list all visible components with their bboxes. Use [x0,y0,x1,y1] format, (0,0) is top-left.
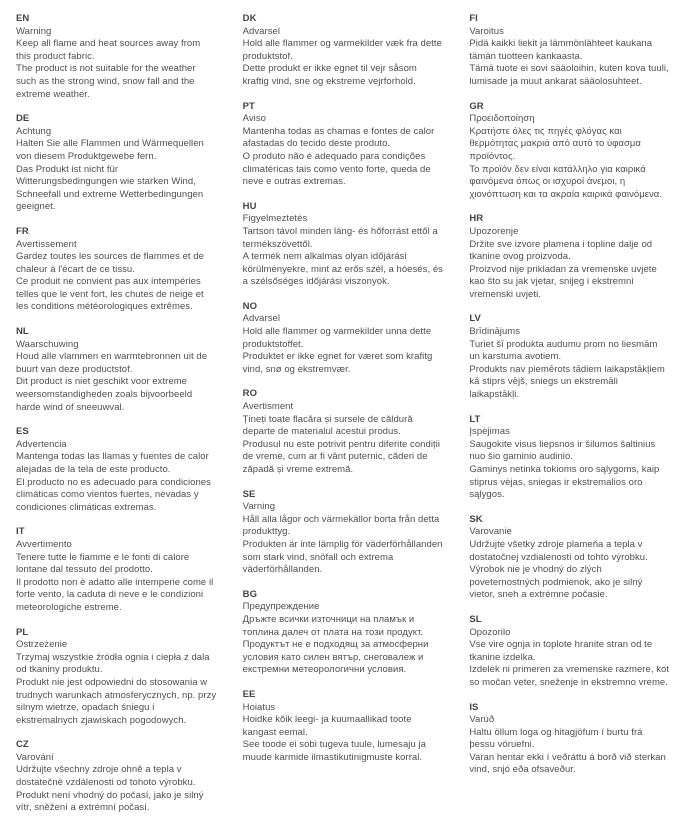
language-code: FI [469,13,478,24]
warning-title: Varování [16,751,54,763]
warning-paragraph: Produsul nu este potrivit pentru diferite condiții de vreme, cum ar fi vânt puternic, căderi de zăpadă și vreme extremă. [242,438,441,475]
column-3 [469,13,670,827]
warning-paragraph: Håll alla lågor och värmekällor borta från detta produkttyg. [242,513,440,538]
warning-paragraph: Dit product is niet geschikt voor extreme weersomstandigheden zoals bijvoorbeeld harde wind of sneeuwval. [16,376,193,413]
warning-paragraph: Saugokite visus liepsnos ir šilumos šaltinius nuo šio gaminio audinio. [469,438,656,463]
warning-title: Opozorilo [469,626,511,638]
warning-paragraph: Produkt nie jest odpowiedni do stosowania w trudnych warunkach atmosferycznych, np. przy silnym wietrze, opadach śniegu i ekstremalnych zjawiskach pogodowych. [16,676,217,726]
language-section [16,113,217,214]
warning-title: Ostrzeżenie [16,639,68,651]
language-code: DE [16,113,30,125]
warning-paragraph: Haltu öllum loga og hitagjöfum í burtu frá þessu vöruefni. [469,726,643,751]
language-section [243,489,444,577]
warning-title: Advarsel [242,313,281,325]
language-section [243,689,444,765]
language-code: SL [469,613,482,625]
warning-title: Brīdinājums [469,326,521,338]
warning-paragraph: Turiet šī produkta audumu prom no liesmām un karstuma avotiem. [469,338,658,363]
column-1 [16,13,217,827]
warning-paragraph: Izdelek ni primeren za vremenske razmere, kot so močan veter, sneženje in ekstremno vreme. [469,664,670,688]
language-code: PL [16,626,29,638]
language-section [469,514,670,602]
warning-paragraph: Mantenga todas las llamas y fuentes de calor alejadas de la tela de este producto. [16,451,209,475]
warning-paragraph: O produto não é adequado para condições climatéricas tais como vento forte, queda de neve e outras extremas. [242,150,431,188]
warning-paragraph: El producto no es adecuado para condiciones climáticas como vientos fuertes, nevadas y condiciones climáticas extremas. [16,476,211,513]
warning-paragraph: Țineți toate flacăra și sursele de căldură departe de materialul acestui produs. [242,413,413,438]
language-section [16,739,217,815]
language-section [16,13,217,101]
warning-title: Figyelmeztetés [242,213,308,225]
warning-paragraph: Ce produit ne convient pas aux intempéries telles que le vent fort, les chutes de neige et les conditions météorologiques extrêmes. [16,276,204,313]
language-section [243,589,444,677]
warning-title: Varovanie [469,526,512,538]
language-code: SE [242,488,256,500]
warning-paragraph: Trzymaj wszystkie źródła ognia i ciepła z dala od tkaniny produktu. [16,651,210,676]
language-code: FR [16,225,29,237]
warning-title: Warning [16,25,52,37]
language-section [16,426,217,514]
column-2 [243,13,444,827]
language-section [243,301,444,377]
warning-title: Προειδοποίηση [469,113,535,125]
warning-paragraph: Varan hentar ekki í veðráttu á borð við sterkan vind, snjó eða ofsaveður. [469,751,666,776]
language-code: EE [242,688,256,700]
language-code: HU [242,200,257,212]
warning-paragraph: Дръжте всички източници на пламък и топлина далеч от плата на този продукт. [242,613,424,638]
warning-paragraph: Продуктът не е подходящ за атмосферни условия като силен вятър, снеговалеж и екстремни метеорологични условия. [242,639,429,676]
warning-title: Hoiatus [242,701,276,713]
warning-title: Aviso [242,113,266,125]
warning-paragraph: Udržujte všechny zdroje ohně a tepla v dostatečné vzdálenosti od tohoto výrobku. [16,764,196,789]
language-code: LT [469,413,481,425]
language-code: HR [469,213,484,225]
warning-paragraph: Hold alle flammer og varmekilder unna dette produktstoffet. [242,326,432,350]
warning-paragraph: Tenere tutte le fiamme e le fonti di calore lontane dal tessuto del prodotto. [16,551,190,576]
warning-title: Varúð [469,714,495,726]
warning-paragraph: Gaminys netinka tokioms oro sąlygoms, kaip stiprus vėjas, sniegas ir ekstremalios oro sąlygos. [469,464,660,501]
language-code: EN [16,13,30,24]
warning-paragraph: Vse vire ognja in toplote hranite stran od te tkanine izdelka. [469,639,653,663]
warning-paragraph: Tartson távol minden láng- és hőforrást ettől a termékszövettől. [242,225,438,250]
language-code: BG [242,588,258,600]
warning-title: Varning [242,501,276,513]
language-code: IS [469,701,479,713]
warning-paragraph: Das Produkt ist nicht für Witterungsbedingungen wie starken Wind, Schneefall und extreme Wetterbedingungen geeignet. [16,163,204,213]
warning-title: Avertissement [16,238,77,250]
warning-paragraph: Produkt není vhodný do počasí, jako je silný vítr, sněžení a extrémní počasí. [16,789,204,814]
language-section [16,526,217,614]
warning-paragraph: Produktet er ikke egnet for været som krafitg vind, snø og ekstremvær. [242,351,433,375]
warning-paragraph: Halten Sie alle Flammen und Wärmequellen von diesem Produktgewebe fern. [16,138,204,162]
warning-paragraph: The product is not suitable for the weather such as the strong wind, snow fall and the extreme weather. [16,63,196,100]
language-section [469,101,670,202]
warning-paragraph: Houd alle vlammen en warmtebronnen uit de buurt van deze productstof. [16,351,208,375]
warning-title: Achtung [16,125,52,137]
warning-paragraph: Produkts nav piemērots tādiem laikapstākļiem kā stiprs vējš, sniegs un ekstremāli laikapstākļi. [469,363,665,401]
language-section [243,101,444,189]
language-code: ES [16,426,29,438]
warning-paragraph: Proizvod nije prikladan za vremenske uvjete kao što su jak vjetar, snijeg i ekstremni vremenski uvjeti. [469,263,657,300]
language-section [243,201,444,289]
language-section [469,13,670,89]
warning-paragraph: A termék nem alkalmas olyan időjárási körülményekre, mint az erős szél, a hóesés, és a szélsőséges időjárási viszonyok. [242,251,443,288]
warning-title: Upozorenje [469,225,519,237]
language-section [243,388,444,476]
language-code: NL [16,326,29,338]
warning-title: Varoitus [469,25,504,37]
warning-title: Advarsel [242,25,281,37]
warning-title: Avertisment [242,401,294,413]
warning-paragraph: Il prodotto non è adatto alle intemperie come il forte vento, la caduta di neve e le condizioni meteorologiche estreme. [16,576,214,613]
warning-title: Įspėjimas [469,426,510,438]
language-section [16,627,217,728]
warning-title: Advertencia [16,438,67,450]
warning-paragraph: Výrobok nie je vhodný do zlých poveternostných podmienok, ako je silný vietor, sneh a extrémne počasie. [469,564,643,601]
language-section [16,326,217,414]
language-code: PT [242,100,255,112]
language-code: NO [242,300,258,312]
warning-paragraph: Keep all flame and heat sources away from this product fabric. [16,38,201,62]
language-code: RO [242,388,258,400]
warning-paragraph: Hold alle flammer og varmekilder væk fra dette produktstof. [242,38,442,62]
language-section [469,702,670,778]
language-section [243,13,444,89]
warning-title: Предупреждение [242,601,320,613]
warning-paragraph: Udržujte všetky zdroje plameňa a tepla v dostatočnej vzdialenosti od tohto výrobku. [469,538,648,563]
language-code: CZ [16,739,29,751]
warning-paragraph: Hoidke kõik leegi- ja kuumaallikad toote kangast eemal. [242,714,412,738]
warning-paragraph: Pidä kaikki liekit ja lämmönlähteet kaukana tämän tuotteen kankaasta. [469,38,653,62]
language-code: SK [469,513,483,525]
language-section [469,213,670,301]
language-code: LV [469,313,481,325]
language-section [16,226,217,314]
warning-paragraph: Το προϊόν δεν είναι κατάλληλο για καιρικά φαινόμενα όπως οι ισχυροί άνεμοι, η χιονόπτωση και τα ακραία καιρικά φαινόμενα. [469,163,663,200]
language-code: GR [469,100,484,112]
warning-title: Avvertimento [16,538,72,550]
warning-paragraph: Tämä tuote ei sovi sääoloihin, kuten kova tuuli, lumisade ja muut ankarat sääolosuhteet. [469,63,669,87]
warning-paragraph: Dette produkt er ikke egnet til vejr såsom kraftig vind, sne og ekstreme vejrforhold. [242,63,417,87]
language-section [469,313,670,401]
warning-paragraph: Gardez toutes les sources de flammes et de chaleur à l'écart de ce tissu. [16,251,204,275]
language-section [469,414,670,502]
warning-paragraph: See toode ei sobi tugeva tuule, lumesaju ja muude karmide ilmastikutinigmuste korral. [242,739,426,763]
warning-paragraph: Produkten är inte lämplig för väderförhållanden som stark vind, snöfall och extrema väderförhållanden. [242,538,443,576]
language-code: DK [242,13,257,24]
warning-paragraph: Držite sve izvore plamena i topline dalje od tkanine ovog proizvoda. [469,238,653,263]
warning-paragraph: Κρατήστε όλες τις πηγές φλόγας και θερμότητας μακριά από αυτό το ύφασμα προϊόντος. [469,125,641,162]
language-code: IT [16,526,25,538]
warning-paragraph: Mantenha todas as chamas e fontes de calor afastadas do tecido deste produto. [242,125,435,150]
warning-title: Waarschuwing [16,338,79,350]
language-section [469,614,670,690]
